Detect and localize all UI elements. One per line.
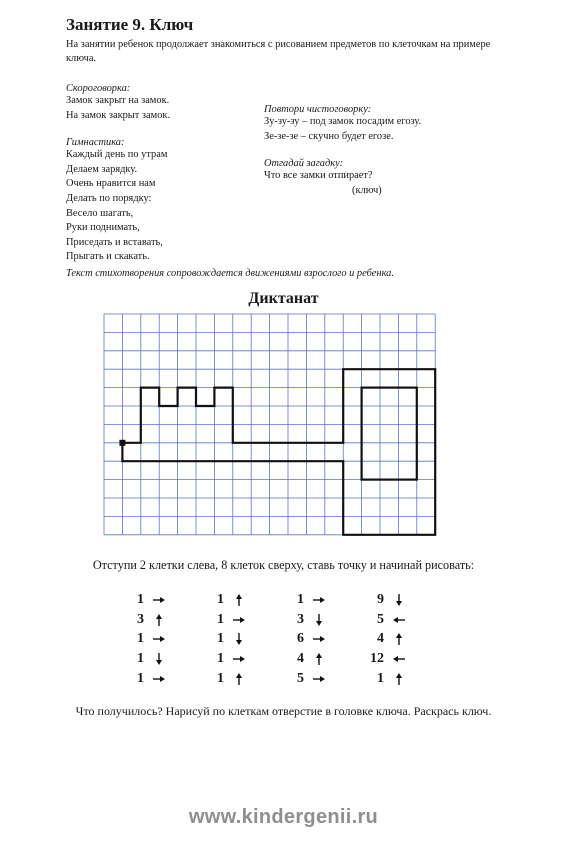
start-dot <box>119 440 125 446</box>
repeat-saying-line: Зе-зе-зе – скучно будет егозе. <box>264 130 394 142</box>
tongue-twister-label: Скороговорка: <box>66 83 131 94</box>
step-item <box>366 669 426 689</box>
step-count: 4 <box>377 631 384 647</box>
step-count: 1 <box>297 591 304 607</box>
step-column <box>366 590 426 689</box>
gymnastics-line: Делаем зарядку. <box>66 163 138 175</box>
step-count: 1 <box>377 671 384 687</box>
step-item <box>126 630 186 650</box>
gymnastics-line: Делать по порядку: <box>66 192 152 204</box>
arrow-right-icon <box>232 613 246 627</box>
gymnastics-line: Каждый день по утрам <box>66 149 168 161</box>
lesson-title: Занятие 9. Ключ <box>66 15 194 34</box>
step-count: 1 <box>217 611 224 627</box>
step-column <box>286 590 346 689</box>
arrow-right-icon <box>152 593 166 607</box>
step-column <box>126 590 186 689</box>
step-count: 3 <box>137 611 144 627</box>
arrow-down-icon <box>312 613 326 627</box>
riddle-question: Что все замки отпирает? <box>264 170 373 182</box>
step-item <box>206 630 266 650</box>
arrow-right-icon <box>312 593 326 607</box>
step-item <box>206 610 266 630</box>
step-item <box>206 669 266 689</box>
arrow-right-icon <box>152 672 166 686</box>
step-item <box>366 649 426 669</box>
step-item <box>286 649 346 669</box>
arrow-left-icon <box>392 652 406 666</box>
step-count: 1 <box>217 631 224 647</box>
arrow-down-icon <box>232 632 246 646</box>
dictation-instruction: Отступи 2 клетки слева, 8 клеток сверху, ставь точку и начинай рисовать: <box>92 558 475 572</box>
arrow-left-icon <box>392 613 406 627</box>
step-count: 5 <box>297 671 304 687</box>
step-item <box>286 669 346 689</box>
step-count: 1 <box>217 671 224 687</box>
dictation-question: Что получилось? Нарисуй по клеткам отверстие в головке ключа. Раскрась ключ. <box>75 704 492 718</box>
step-item <box>206 649 266 669</box>
riddle-label: Отгадай загадку: <box>264 158 344 170</box>
key-head-hole <box>362 388 417 480</box>
step-count: 9 <box>377 591 384 607</box>
gymnastics-line: Руки поднимать, <box>66 222 140 234</box>
arrow-up-icon <box>312 652 326 666</box>
tongue-twister-line: Замок закрыт на замок. <box>66 95 170 106</box>
tongue-twister-line: На замок закрыт замок. <box>66 109 171 121</box>
arrow-right-icon <box>232 652 246 666</box>
step-count: 4 <box>297 651 304 667</box>
step-item <box>286 630 346 650</box>
repeat-saying-line: Зу-зу-зу – под замок посадим егозу. <box>264 116 422 127</box>
arrow-up-icon <box>232 593 246 607</box>
arrow-right-icon <box>312 632 326 646</box>
dictation-title: Диктанат <box>248 290 319 307</box>
step-count: 1 <box>137 651 144 667</box>
left-column <box>66 83 170 265</box>
step-item <box>126 590 186 610</box>
step-count: 1 <box>217 591 224 607</box>
step-count: 1 <box>137 591 144 607</box>
step-item <box>126 610 186 630</box>
step-count: 12 <box>370 651 384 667</box>
gymnastics-label: Гимнастика: <box>66 137 125 149</box>
arrow-up-icon <box>392 632 406 646</box>
key-outline <box>122 369 435 535</box>
arrow-up-icon <box>232 672 246 686</box>
gymnastics-line: Весело шагать, <box>66 207 134 219</box>
dictation-grid <box>102 312 454 542</box>
step-count: 6 <box>297 631 304 647</box>
step-count: 5 <box>377 611 384 627</box>
step-item <box>286 590 346 610</box>
step-item <box>126 649 186 669</box>
gymnastics-line: Приседать и вставать, <box>66 236 163 248</box>
arrow-up-icon <box>152 613 166 627</box>
step-count: 1 <box>137 671 144 687</box>
step-count: 1 <box>217 651 224 667</box>
gymnastics-line: Прыгать и скакать. <box>66 251 150 263</box>
step-item <box>126 669 186 689</box>
arrow-right-icon <box>152 632 166 646</box>
arrow-up-icon <box>392 672 406 686</box>
arrow-down-icon <box>392 593 406 607</box>
step-item <box>286 610 346 630</box>
step-count: 1 <box>137 631 144 647</box>
lesson-intro: На занятии ребенок продолжает знакомиться с рисованием предметов по клеточкам на примере ключа. <box>66 39 491 64</box>
poem-note: Текст стихотворения сопровождается движениями взрослого и ребенка. <box>66 268 394 279</box>
gymnastics-line: Очень нравится нам <box>66 178 156 190</box>
arrow-right-icon <box>312 672 326 686</box>
step-count: 3 <box>297 611 304 627</box>
site-watermark: www.kindergenii.ru <box>188 806 379 828</box>
riddle-answer: (ключ) <box>352 184 382 196</box>
repeat-saying-label: Повтори чистоговорку: <box>264 104 372 115</box>
step-column <box>206 590 266 689</box>
step-item <box>366 610 426 630</box>
step-item <box>366 630 426 650</box>
arrow-down-icon <box>152 652 166 666</box>
right-column <box>264 104 421 198</box>
step-item <box>366 590 426 610</box>
step-item <box>206 590 266 610</box>
